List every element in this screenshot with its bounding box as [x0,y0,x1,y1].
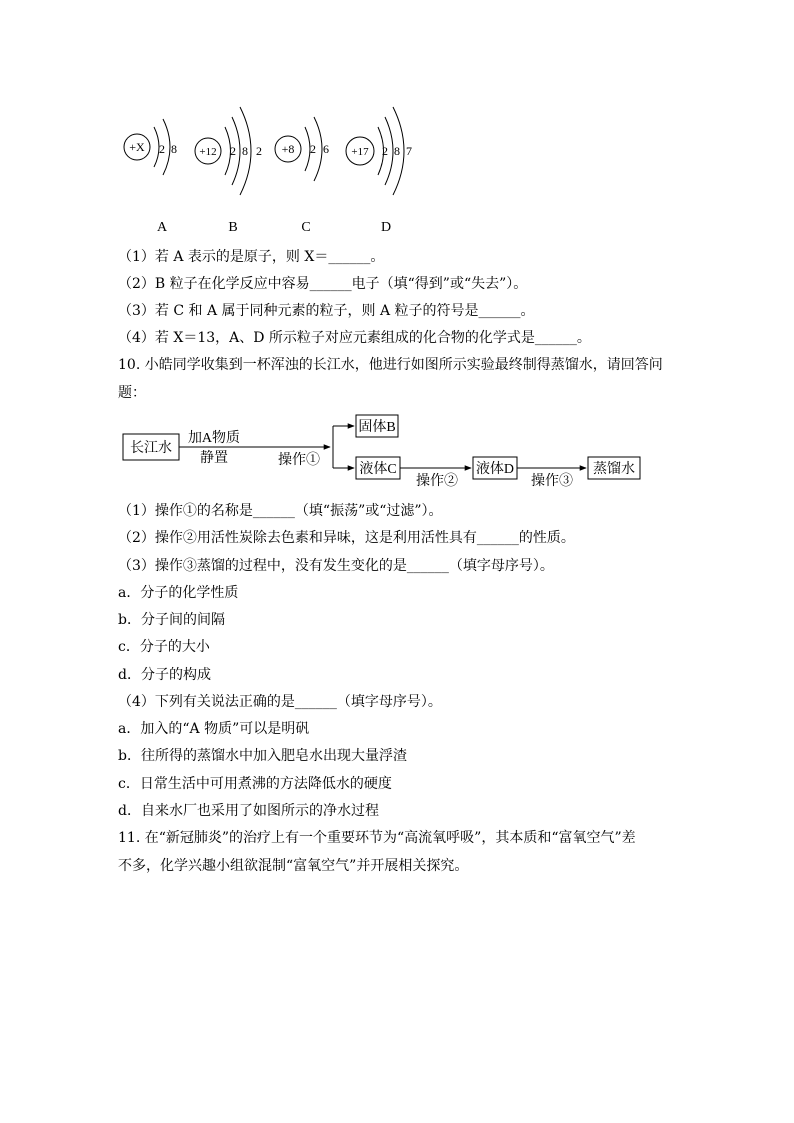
diagram-label-d: D [380,220,392,235]
q10-sub3-option-c: c．分子的大小 [118,639,210,655]
diagram-label-b: B [228,220,238,235]
shell-c-2-count: 6 [323,142,329,156]
q9-sub3: （3）若 C 和 A 属于同种元素的粒子，则 A 粒子的符号是______。 [118,303,535,319]
q11-line1: 11. 在“新冠肺炎”的治疗上有一个重要环节为“高流氧呼吸”，其本质和“富氧空气”差 [118,830,636,846]
flow-solid-label: 固体B [358,420,396,435]
shell-b-3-count: 2 [256,144,262,158]
flow-op2-label: 操作② [416,474,458,489]
q10-sub4: （4）下列有关说法正确的是______（填字母序号）。 [118,694,442,710]
purification-flow-diagram [118,412,648,492]
nucleus-d-label: +17 [351,146,369,158]
flow-end-label: 蒸馏水 [593,462,635,477]
nucleus-a-label: +X [129,140,145,154]
q9-sub1: （1）若 A 表示的是原子，则 X＝______。 [118,249,385,265]
shell-a-1-count: 2 [159,142,165,156]
flow-start-label: 长江水 [130,441,172,456]
q10-sub4-option-c: c．日常生活中可用煮沸的方法降低水的硬度 [118,776,392,792]
q11-line2: 不多，化学兴趣小组欲混制“富氧空气”并开展相关探究。 [118,858,469,874]
flow-op3-label: 操作③ [531,474,573,489]
shell-d-1-count: 2 [382,144,388,158]
q10-sub3-option-b: b．分子间的间隔 [118,612,225,628]
diagram-label-a: A [156,220,168,235]
q9-sub4: （4）若 X＝13，A、D 所示粒子对应元素组成的化合物的化学式是______。 [118,330,591,346]
shell-c-1-count: 2 [310,142,316,156]
q10-sub3-option-a: a．分子的化学性质 [118,585,239,601]
nucleus-b-label: +12 [199,146,217,158]
flow-step1-top: 加A物质 [187,431,241,446]
flow-liquid-d-label: 液体D [475,462,515,477]
diagram-label-c: C [301,220,311,235]
q10-sub4-option-d: d．自来水厂也采用了如图所示的净水过程 [118,803,379,819]
flow-liquid-c-label: 液体C [359,462,397,477]
nucleus-c-label: +8 [281,142,295,156]
q10-stem-line2: 题： [118,385,146,401]
q10-sub3: （3）操作③蒸馏的过程中，没有发生变化的是______（填字母序号）。 [118,558,554,574]
flow-step1-bottom: 静置 [200,451,228,466]
q10-sub4-option-b: b．往所得的蒸馏水中加入肥皂水出现大量浮渣 [118,748,407,764]
shell-d-2-count: 8 [394,144,400,158]
shell-b-1-count: 2 [230,144,236,158]
q9-sub2: （2）B 粒子在化学反应中容易______电子（填“得到”或“失去”）。 [118,276,528,292]
flow-op1-label: 操作① [278,453,320,468]
q10-sub1: （1）操作①的名称是______（填“振荡”或“过滤”）。 [118,503,443,519]
shell-d-3-count: 7 [406,144,412,158]
q10-stem-line1: 10. 小皓同学收集到一杯浑浊的长江水，他进行如图所示实验最终制得蒸馏水，请回答问 [118,357,663,373]
q10-sub2: （2）操作②用活性炭除去色素和异味，这是利用活性具有______的性质。 [118,530,575,546]
q10-sub3-option-d: d．分子的构成 [118,667,211,683]
q10-sub4-option-a: a．加入的“A 物质”可以是明矾 [118,721,310,737]
shell-b-2-count: 8 [242,144,248,158]
atom-structure-diagrams [110,95,440,245]
shell-a-2-count: 8 [171,142,177,156]
